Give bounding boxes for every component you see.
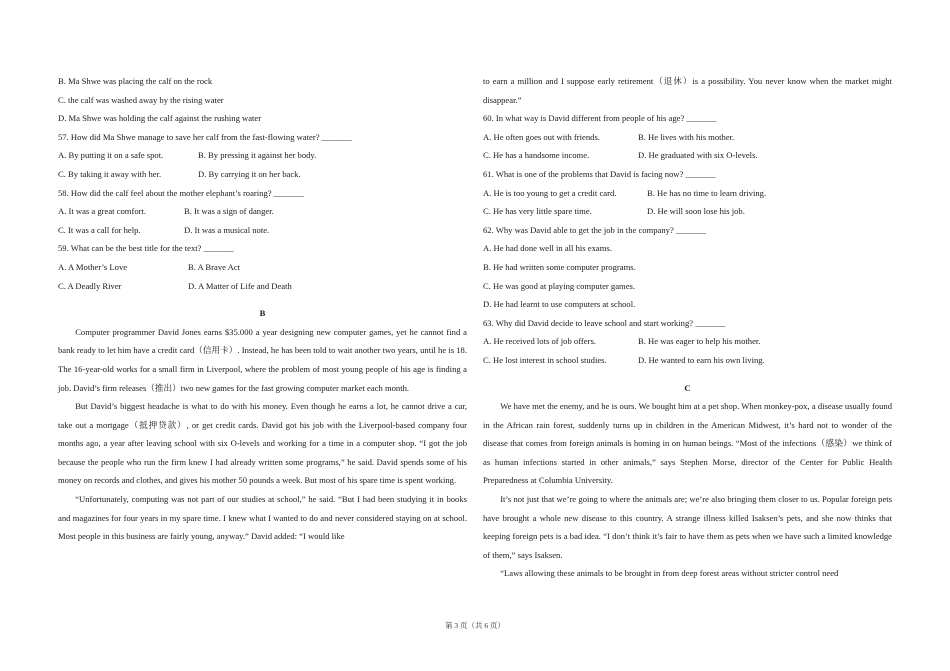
option-a: A. He received lots of job offers. [483,336,596,347]
option-row [58,165,467,184]
right-column [483,72,892,583]
option-row [58,146,467,165]
question-63: 63. Why did David decide to leave school and start working? _______ [483,317,726,328]
option-row [483,146,892,165]
option-d: D. He had learnt to use computers at school. [483,299,636,310]
question-61: 61. What is one of the problems that David is facing now? _______ [483,168,716,179]
page-footer: 第 3 页（共 6 页） [445,621,505,630]
option-d: D. By carrying it on her back. [198,168,301,179]
section-heading-c: C [684,382,691,393]
option-row [483,351,892,370]
option-c: C. He has a handsome income. [483,150,590,161]
passage-paragraph: But David’s biggest headache is what to do with his money. Even though he earns a lot, he cannot drive a car, take out a mortgage（抵押贷款）, or get credit cards. David got his job with the Liverpool-based company four months ago, a year after leaving school with six O-levels and working for a time in a computer shop. “I got the job because the people who run the firm knew I had already written some programs,” he said. David spends some of his money on records and clothes, and gives his mother 50 pounds a week. But most of his spare time is spent working. [58,401,467,486]
passage-paragraph: We have met the enemy, and he is ours. We bought him at a pet shop. When monkey-pox, a disease usually found in the African rain forest, suddenly turns up in children in the American Midwest, it’s hard not to wonder of the disease that comes from foreign animals is homing in on human beings. “Most of the infections（感染）we think of as human infections started in other animals,” says Stephen Morse, director of the Center for Public Health Preparedness at Columbia University. [483,401,892,486]
option-b: B. It was a sign of danger. [184,206,274,217]
option-c: C. He has very little spare time. [483,206,592,217]
option-row [58,277,467,296]
option-row [58,202,467,221]
option-b: B. A Brave Act [188,261,241,272]
option-b: B. He has no time to learn driving. [647,187,767,198]
passage-paragraph: “Unfortunately, computing was not part of our studies at school,” he said. “But I had been studying it in books and magazines for four years in my spare time. I knew what I wanted to do and never considered staying on at school. Most people in this business are fairly young, anyway.” David added: “I would like [58,494,467,542]
option-d: D. It was a musical note. [184,224,270,235]
option-d: D. A Matter of Life and Death [188,280,292,291]
option-c: C. It was a call for help. [58,224,141,235]
passage-paragraph: Computer programmer David Jones earns $35.000 a year designing new computer games, yet he cannot find a bank ready to let him have a credit card（信用卡）. Instead, he has been told to wait another two years, until he is 18. The 16-year-old works for a small firm in Liverpool, where the problem of most young people of his age is finding a job. David’s firm releases（推出）two new games for the fast growing computer market each month. [58,326,467,393]
option-b: B. He was eager to help his mother. [638,336,761,347]
option-line: D. Ma Shwe was holding the calf against the rushing water [58,113,262,124]
option-d: D. He will soon lose his job. [647,206,745,217]
option-a: A. A Mother’s Love [58,261,128,272]
option-a: A. By putting it on a safe spot. [58,150,164,161]
option-row [483,332,892,351]
option-row [483,202,892,221]
option-row [58,221,467,240]
option-row [483,128,892,147]
option-c: C. He lost interest in school studies. [483,354,607,365]
option-row [483,184,892,203]
section-heading-b: B [259,308,266,319]
question-57: 57. How did Ma Shwe manage to save her calf from the fast-flowing water? _______ [58,131,352,142]
passage-paragraph: “Laws allowing these animals to be brought in from deep forest areas without stricter control need [500,568,839,579]
option-b: B. He lives with his mother. [638,131,735,142]
option-c: C. By taking it away with her. [58,168,162,179]
option-b: B. He had written some computer programs. [483,261,636,272]
question-60: 60. In what way is David different from people of his age? _______ [483,113,717,124]
option-a: A. He often goes out with friends. [483,131,600,142]
option-line: C. the calf was washed away by the rising water [58,94,224,105]
option-a: A. It was a great comfort. [58,206,147,217]
option-b: B. By pressing it against her body. [198,150,317,161]
option-d: D. He wanted to earn his own living. [638,354,765,365]
option-d: D. He graduated with six O-levels. [638,150,758,161]
option-line: B. Ma Shwe was placing the calf on the rock [58,76,213,86]
passage-continuation: to earn a million and I suppose early retirement（退休）is a possibility. You never know when the market might disappear.” [483,76,892,105]
option-c: C. A Deadly River [58,280,122,291]
left-column [58,72,467,546]
option-a: A. He had done well in all his exams. [483,243,612,254]
question-62: 62. Why was David able to get the job in the company? _______ [483,224,706,235]
passage-paragraph: It’s not just that we’re going to where the animals are; we’re also bringing them closer to us. Popular foreign pets have brought a whole new disease to this country. A strange illness killed Isaksen’s pets, and she now thinks that keeping foreign pets is a bad idea. “I don’t think it’s fair to have them as pets when we have such a limited knowledge of them,” says Isaksen. [483,494,892,560]
question-59: 59. What can be the best title for the text? _______ [58,243,234,254]
option-a: A. He is too young to get a credit card. [483,187,617,198]
question-58: 58. How did the calf feel about the mother elephant’s roaring? _______ [58,187,304,198]
option-c: C. He was good at playing computer games. [483,280,636,291]
option-row [58,258,467,277]
